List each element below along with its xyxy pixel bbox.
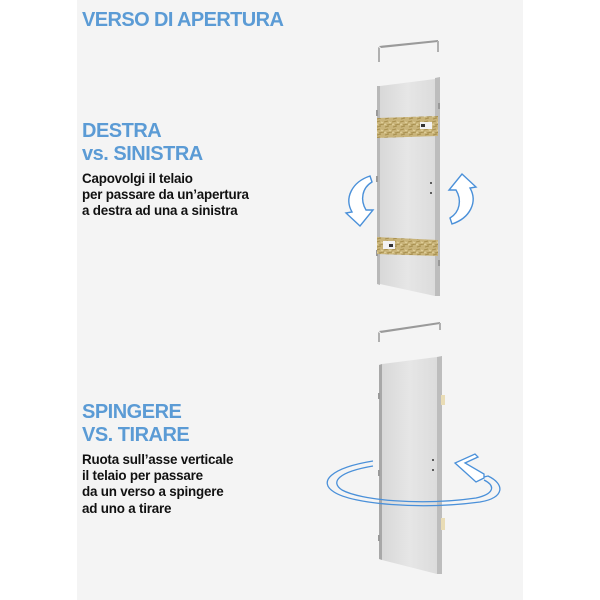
description-line: Ruota sull’asse verticale: [82, 452, 234, 467]
door-leaf: [382, 357, 437, 574]
heading-line: SPINGERE: [82, 401, 182, 423]
frame-header-piece: [378, 40, 439, 62]
description-line: ad uno a tirare: [82, 500, 172, 516]
description-line: da un verso a spingere: [82, 484, 224, 500]
frame-header-piece: [378, 322, 441, 342]
page-title: VERSO DI APERTURA: [82, 9, 284, 31]
door-frame-rotate-illustration: [378, 322, 445, 574]
door-leaf: [380, 79, 435, 296]
door-frame-flip-illustration: [376, 40, 440, 296]
rotate-left-arrow-icon: [346, 176, 373, 226]
heading-line: VS. TIRARE: [82, 424, 190, 446]
description-line: Capovolgi il telaio: [82, 171, 193, 186]
description-line: per passare da un’apertura: [82, 187, 249, 203]
rotate-right-arrow-icon: [449, 174, 476, 224]
description-line: il telaio per passare: [82, 468, 203, 484]
description-line: a destra ad una a sinistra: [82, 203, 238, 219]
heading-line: vs. SINISTRA: [82, 143, 203, 165]
heading-line: DESTRA: [82, 120, 162, 142]
